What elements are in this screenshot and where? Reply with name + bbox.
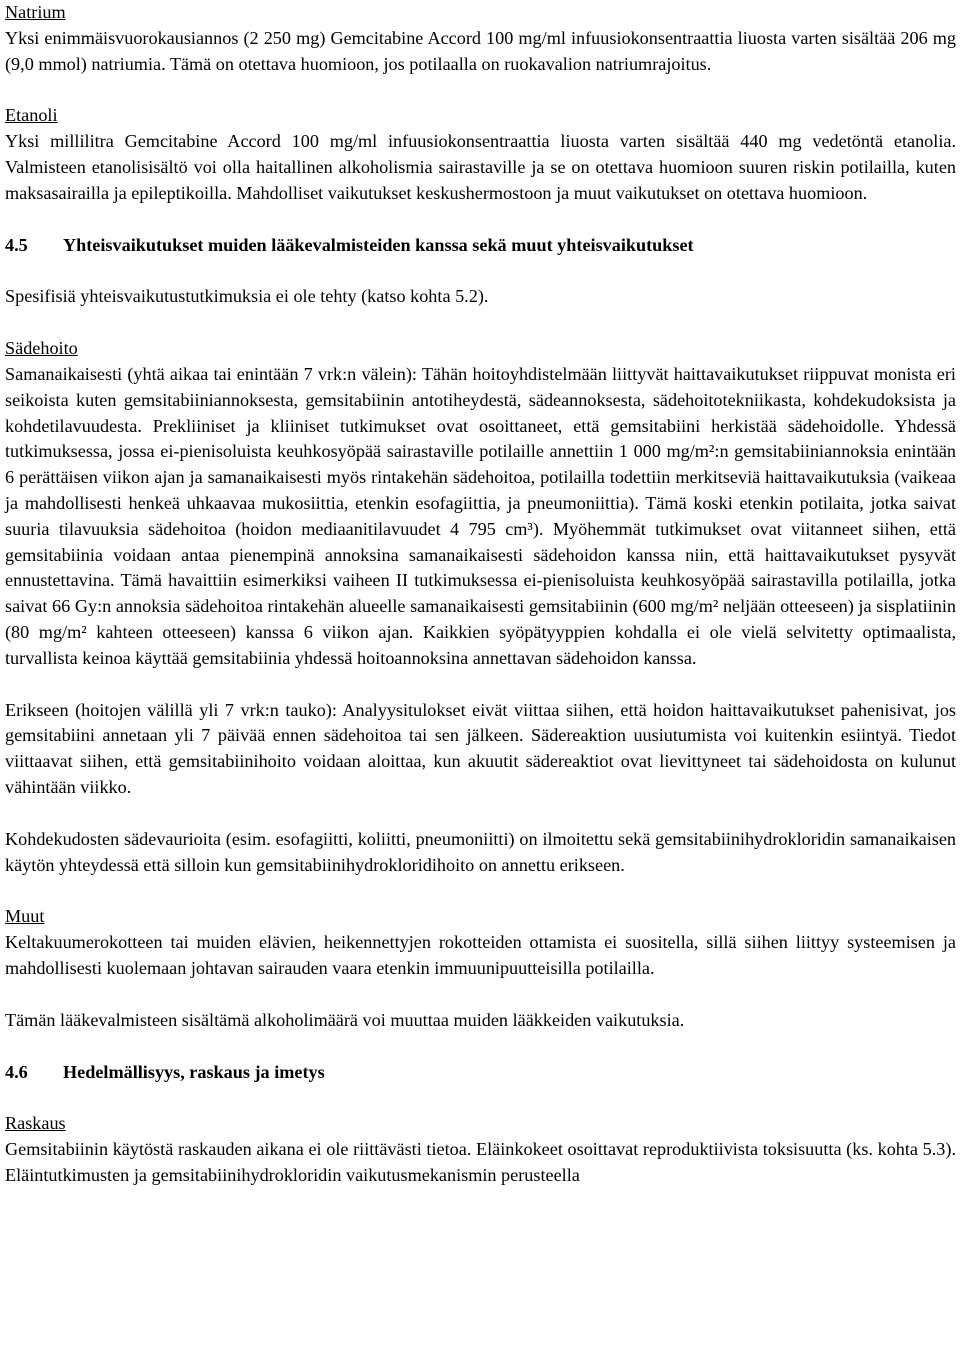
- spacer: [5, 77, 956, 103]
- muut-section: [5, 904, 956, 1033]
- natrium-section: [5, 0, 956, 77]
- raskaus-heading: Raskaus: [5, 1113, 66, 1134]
- sadehoito-heading: Sädehoito: [5, 338, 78, 359]
- muut-paragraph-2: Tämän lääkevalmisteen sisältämä alkoholimäärä voi muuttaa muiden lääkkeiden vaikutuksia.: [5, 1009, 685, 1030]
- etanoli-text: Yksi millilitra Gemcitabine Accord 100 mg/ml infuusiokonsentraattia liuosta varten sisältää 440 mg vedetöntä etanolia. Valmisteen etanolisisältö voi olla haitallinen alkoholismia sairastaville ja se on otettava huomioon suuren riskin potilailla, kuten maksasairailla ja epileptikoilla. Mahdolliset vaikutukset keskushermostoon ja muut vaikutukset on otettava huomioon.: [5, 131, 956, 203]
- section-4-5-number: 4.5: [5, 234, 28, 255]
- muut-paragraph-1: Keltakuumerokotteen tai muiden elävien, heikennettyjen rokotteiden ottamista ei suositella, sillä siihen liittyy systeemisen ja mahdollisesti kuolemaan johtavan sairauden vaara etenkin immuunipuutteisilla potilailla.: [5, 932, 956, 978]
- sadehoito-paragraph-1: Samanaikaisesti (yhtä aikaa tai enintään 7 vrk:n välein): Tähän hoitoyhdistelmään liittyvät haittavaikutukset riippuvat monista eri seikoista kuten gemsitabiiniannoksesta, gemsitabiinin antotiheydestä, sädeannoksesta, sädehoitotekniikasta, kohdekudoksista ja kohdetilavuudesta. Prekliiniset ja kliiniset tutkimukset ovat osoittaneet, että gemsitabiini herkistää sädehoidolle. Yhdessä tutkimuksessa, jossa ei-pienisoluista keuhkosyöpää sairastaville potilaille annettiin 1 000 mg/m²:n gemsitabiiniannoksia enintään 6 perättäisen viikon ajan ja samanaikaisesti myös rintakehän sädehoitoa, potilailla todettiin merkitseviä haittavaikutuksia (vaikeaa ja mahdollisesti henkeä uhkaavaa mukosiittia, etenkin esofagiittia, ja pneumoniittia). Tämä koski etenkin potilaita, jotka saivat suuria tilavuuksia sädehoitoa (hoidon mediaanitilavuudet 4 795 cm³). Myöhemmät tutkimukset ovat viitanneet siihen, että gemsitabiinia voidaan antaa pienempinä annoksina samanaikaisesti sädehoidon kanssa niin, että haittavaikutukset pysyvät ennustettavina. Tämä havaittiin esimerkiksi vaiheen II tutkimuksessa ei-pienisoluista keuhkosyöpää sairastavilla potilailla, jotka saivat 66 Gy:n annoksia sädehoitoa rintakehän alueelle samanaikaisesti gemsitabiinin (600 mg/m² neljään otteeseen) ja sisplatiinin (80 mg/m² kahteen otteeseen) kanssa 6 viikon ajan. Kaikkien syöpätyyppien kohdalla ei ole vielä selvitetty optimaalista, turvallista keinoa käyttää gemsitabiinia yhdessä hoitoannoksina annettavan sädehoidon kanssa.: [5, 363, 956, 668]
- spacer: [5, 672, 956, 698]
- section-4-6-heading: [5, 1060, 956, 1086]
- raskaus-text: Gemsitabiinin käytöstä raskauden aikana ei ole riittävästi tietoa. Eläinkokeet osoittavat reproduktiivista toksisuutta (ks. kohta 5.3). Eläintutkimusten ja gemsitabiinihydrokloridin vaikutusmekanismin perusteella: [5, 1139, 956, 1185]
- etanoli-section: [5, 103, 956, 206]
- spacer: [5, 310, 956, 336]
- spacer: [5, 207, 956, 233]
- sadehoito-section: [5, 336, 956, 878]
- section-4-5-title: Yhteisvaikutukset muiden lääkevalmisteiden kanssa sekä muut yhteisvaikutukset: [63, 234, 694, 255]
- spacer: [5, 878, 956, 904]
- section-4-5-heading: [5, 233, 956, 259]
- spacer: [5, 982, 956, 1008]
- muut-heading: Muut: [5, 906, 45, 927]
- spacer: [5, 258, 956, 284]
- natrium-heading: Natrium: [5, 2, 66, 22]
- section-4-6-number: 4.6: [5, 1061, 28, 1082]
- etanoli-heading: Etanoli: [5, 105, 58, 126]
- section-4-5-intro: Spesifisiä yhteisvaikutustutkimuksia ei ole tehty (katso kohta 5.2).: [5, 286, 489, 307]
- natrium-text: Yksi enimmäisvuorokausiannos (2 250 mg) Gemcitabine Accord 100 mg/ml infuusiokonsentraattia liuosta varten sisältää 206 mg (9,0 mmol) natriumia. Tämä on otettava huomioon, jos potilaalla on ruokavalion natriumrajoitus.: [5, 27, 956, 74]
- spacer: [5, 1085, 956, 1111]
- sadehoito-paragraph-2: Erikseen (hoitojen välillä yli 7 vrk:n tauko): Analyysitulokset eivät viittaa siihen, että hoidon haittavaikutukset pahenisivat, jos gemsitabiini annetaan yli 7 päivää ennen sädehoitoa tai sen jälkeen. Sädereaktion uusiutumista voi kuitenkin esiintyä. Tiedot viittaavat siihen, että gemsitabiinihoito voidaan aloittaa, kun akuutit sädereaktiot ovat lievittyneet tai sädehoidosta on kulunut vähintään viikko.: [5, 699, 956, 797]
- spacer: [5, 1034, 956, 1060]
- section-4-6-title: Hedelmällisyys, raskaus ja imetys: [63, 1061, 325, 1082]
- raskaus-section: [5, 1111, 956, 1188]
- sadehoito-paragraph-3: Kohdekudosten sädevaurioita (esim. esofagiitti, koliitti, pneumoniitti) on ilmoitettu sekä gemsitabiinihydrokloridin samanaikaisen käytön yhteydessä että silloin kun gemsitabiinihydrokloridihoito on annettu erikseen.: [5, 828, 956, 875]
- spacer: [5, 801, 956, 827]
